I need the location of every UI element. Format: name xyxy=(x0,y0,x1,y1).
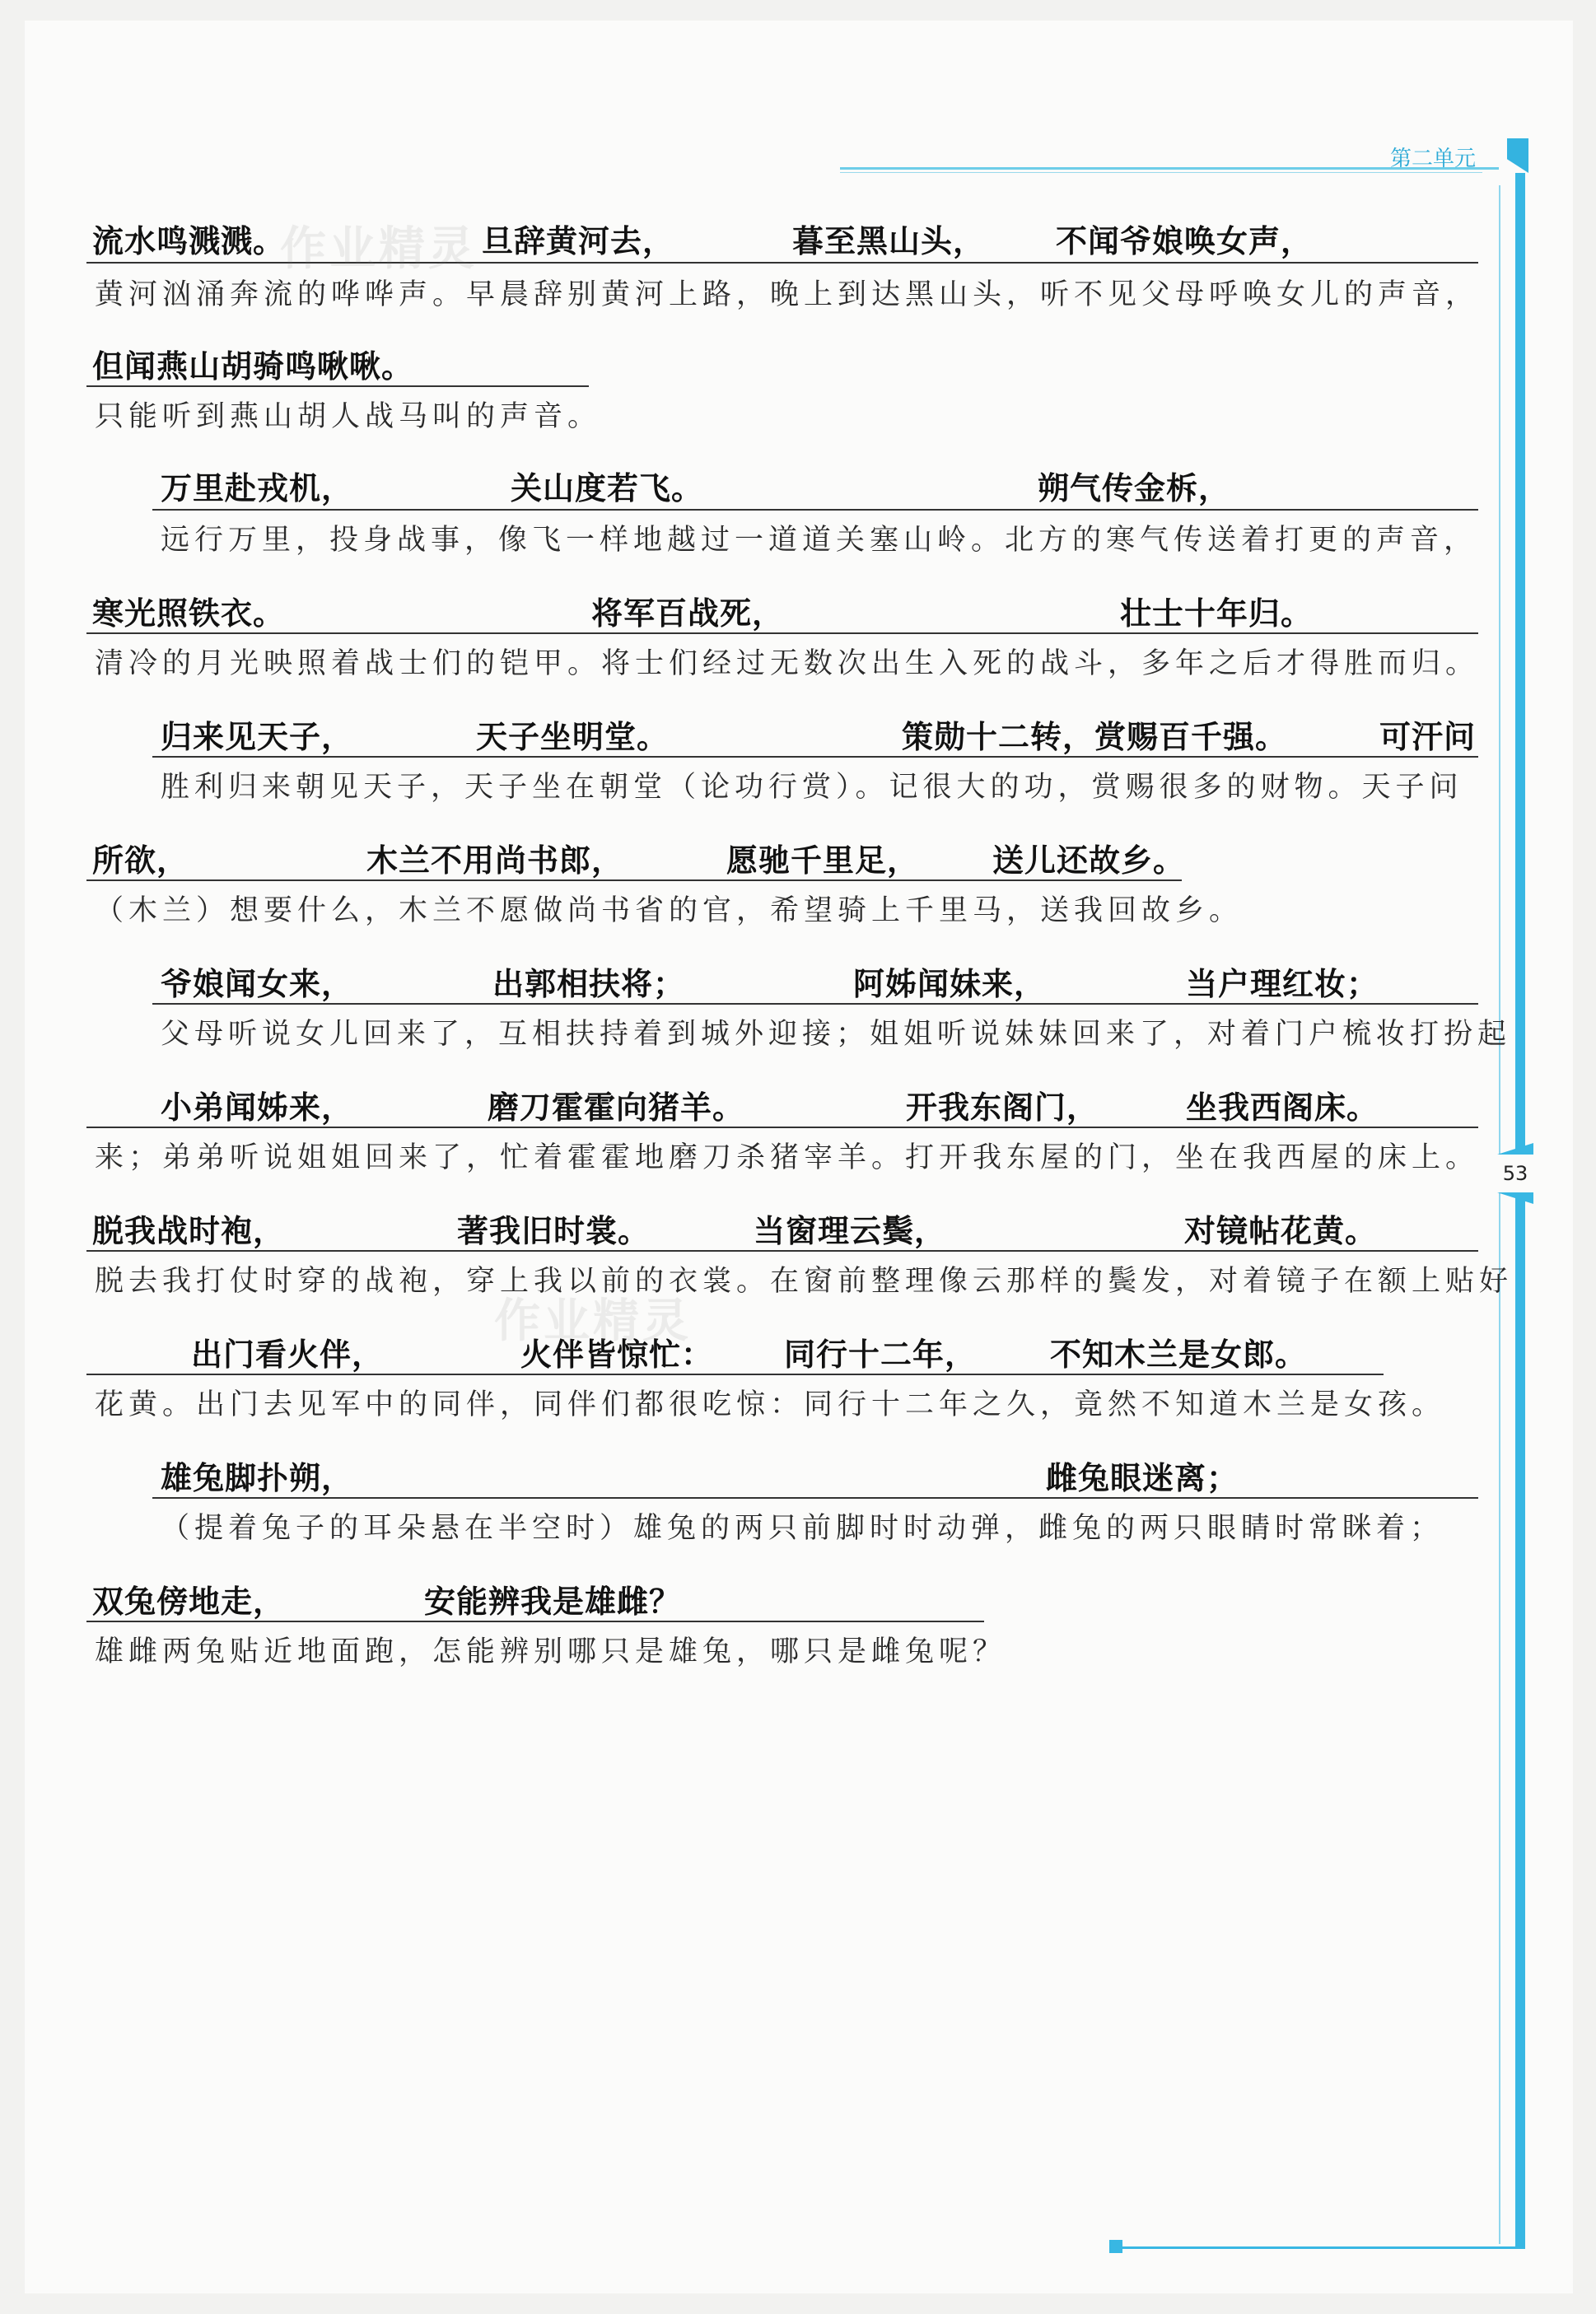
verse: 同行十二年， xyxy=(784,1336,978,1373)
right-rail-inner xyxy=(1499,185,1500,2244)
verse: 天子坐明堂。 xyxy=(476,718,670,755)
translation: 来；弟弟听说姐姐回来了，忙着霍霍地磨刀杀猪宰羊。打开我东屋的门，坐在我西屋的床上。 xyxy=(95,1141,1480,1174)
verse: 归来见天子， xyxy=(161,718,354,755)
verse: 但闻燕山胡骑鸣啾啾。 xyxy=(92,348,414,385)
verse: 雌兔眼迷离； xyxy=(1046,1459,1239,1496)
verse: 策勋十二转，赏赐百千强。 xyxy=(902,718,1288,755)
verse: 坐我西阁床。 xyxy=(1186,1089,1379,1126)
translation: 胜利归来朝见天子，天子坐在朝堂（论功行赏）。记很大的功，赏赐很多的财物。天子问 xyxy=(161,771,1463,804)
translation: 黄河汹涌奔流的哗哗声。早晨辞别黄河上路，晚上到达黑山头，听不见父母呼唤女儿的声音， xyxy=(95,278,1480,311)
verse: 不知木兰是女郎。 xyxy=(1050,1336,1308,1373)
verse: 不闻爷娘唤女声， xyxy=(1056,222,1314,259)
verse: 爷娘闻女来， xyxy=(161,965,354,1002)
underline xyxy=(86,1374,1384,1375)
underline xyxy=(86,1621,984,1622)
verse: 著我旧时裳。 xyxy=(457,1212,651,1249)
underline xyxy=(86,385,589,387)
verse: 雄兔脚扑朔， xyxy=(161,1459,354,1496)
header-rule-thin xyxy=(840,172,1482,173)
verse: 可汗问 xyxy=(1379,718,1477,755)
translation: （提着兔子的耳朵悬在半空时）雄兔的两只前脚时时动弹，雌兔的两只眼睛时常眯着； xyxy=(161,1512,1444,1545)
watermark: 作业精灵 xyxy=(494,1295,692,1348)
verse: 寒光照铁衣。 xyxy=(92,595,286,632)
verse: 流水鸣溅溅。 xyxy=(92,222,286,259)
verse: 开我东阁门， xyxy=(906,1089,1099,1126)
translation: 雄雌两兔贴近地面跑，怎能辨别哪只是雄兔，哪只是雌兔呢？ xyxy=(95,1635,1007,1668)
underline xyxy=(152,756,1478,758)
verse: 万里赴戎机， xyxy=(161,469,354,506)
verse: 愿驰千里足， xyxy=(726,842,920,879)
unit-label: 第二单元 xyxy=(1390,147,1477,171)
verse: 壮士十年归。 xyxy=(1120,595,1314,632)
verse: 安能辨我是雄雌？ xyxy=(424,1583,682,1620)
verse: 送儿还故乡。 xyxy=(992,842,1186,879)
verse: 当户理红妆； xyxy=(1186,965,1379,1002)
verse: 当窗理云鬓， xyxy=(754,1212,947,1249)
translation: 花黄。出门去见军中的同伴，同伴们都很吃惊：同行十二年之久，竟然不知道木兰是女孩。 xyxy=(95,1388,1446,1421)
verse: 所欲， xyxy=(92,842,189,879)
bottom-rule xyxy=(1120,2246,1525,2249)
verse: 脱我战时袍， xyxy=(92,1212,286,1249)
verse: 朔气传金柝， xyxy=(1038,469,1231,506)
verse: 阿姊闻妹来， xyxy=(853,965,1047,1002)
translation: 远行万里，投身战事，像飞一样地越过一道道关塞山岭。北方的寒气传送着打更的声音， xyxy=(161,524,1478,557)
verse: 暮至黑山头， xyxy=(792,222,986,259)
right-rail xyxy=(1515,173,1525,2248)
translation: 只能听到燕山胡人战马叫的声音。 xyxy=(95,400,602,433)
underline xyxy=(152,1003,1478,1005)
verse: 对镜帖花黄。 xyxy=(1184,1212,1378,1249)
page-number: 53 xyxy=(1497,1155,1533,1192)
verse: 将军百战死， xyxy=(591,595,785,632)
underline xyxy=(86,879,1182,881)
verse: 磨刀霍霍向猪羊。 xyxy=(488,1089,745,1126)
underline xyxy=(152,509,1478,511)
underline xyxy=(152,1497,1478,1499)
bottom-square xyxy=(1109,2240,1122,2253)
verse: 关山度若飞。 xyxy=(511,469,704,506)
verse: 出郭相扶将； xyxy=(492,965,686,1002)
verse: 火伴皆惊忙： xyxy=(520,1336,714,1373)
underline xyxy=(86,632,1478,634)
verse: 出门看火伴， xyxy=(191,1336,385,1373)
watermark: 作业精灵 xyxy=(280,222,478,276)
underline xyxy=(86,1127,1478,1128)
verse: 小弟闻姊来， xyxy=(161,1089,354,1126)
verse: 旦辞黄河去， xyxy=(482,222,675,259)
translation: （木兰）想要什么，木兰不愿做尚书省的官，希望骑上千里马，送我回故乡。 xyxy=(95,894,1244,927)
verse: 木兰不用尚书郎， xyxy=(366,842,624,879)
verse: 双兔傍地走， xyxy=(92,1583,286,1620)
translation: 脱去我打仗时穿的战袍，穿上我以前的衣裳。在窗前整理像云那样的鬓发，对着镜子在额上贴好 xyxy=(95,1265,1514,1298)
translation: 清冷的月光映照着战士们的铠甲。将士们经过无数次出生入死的战斗，多年之后才得胜而归。 xyxy=(95,647,1480,680)
translation: 父母听说女儿回来了，互相扶持着到城外迎接；姐姐听说妹妹回来了，对着门户梳妆打扮起 xyxy=(161,1018,1512,1051)
underline xyxy=(86,1250,1478,1252)
